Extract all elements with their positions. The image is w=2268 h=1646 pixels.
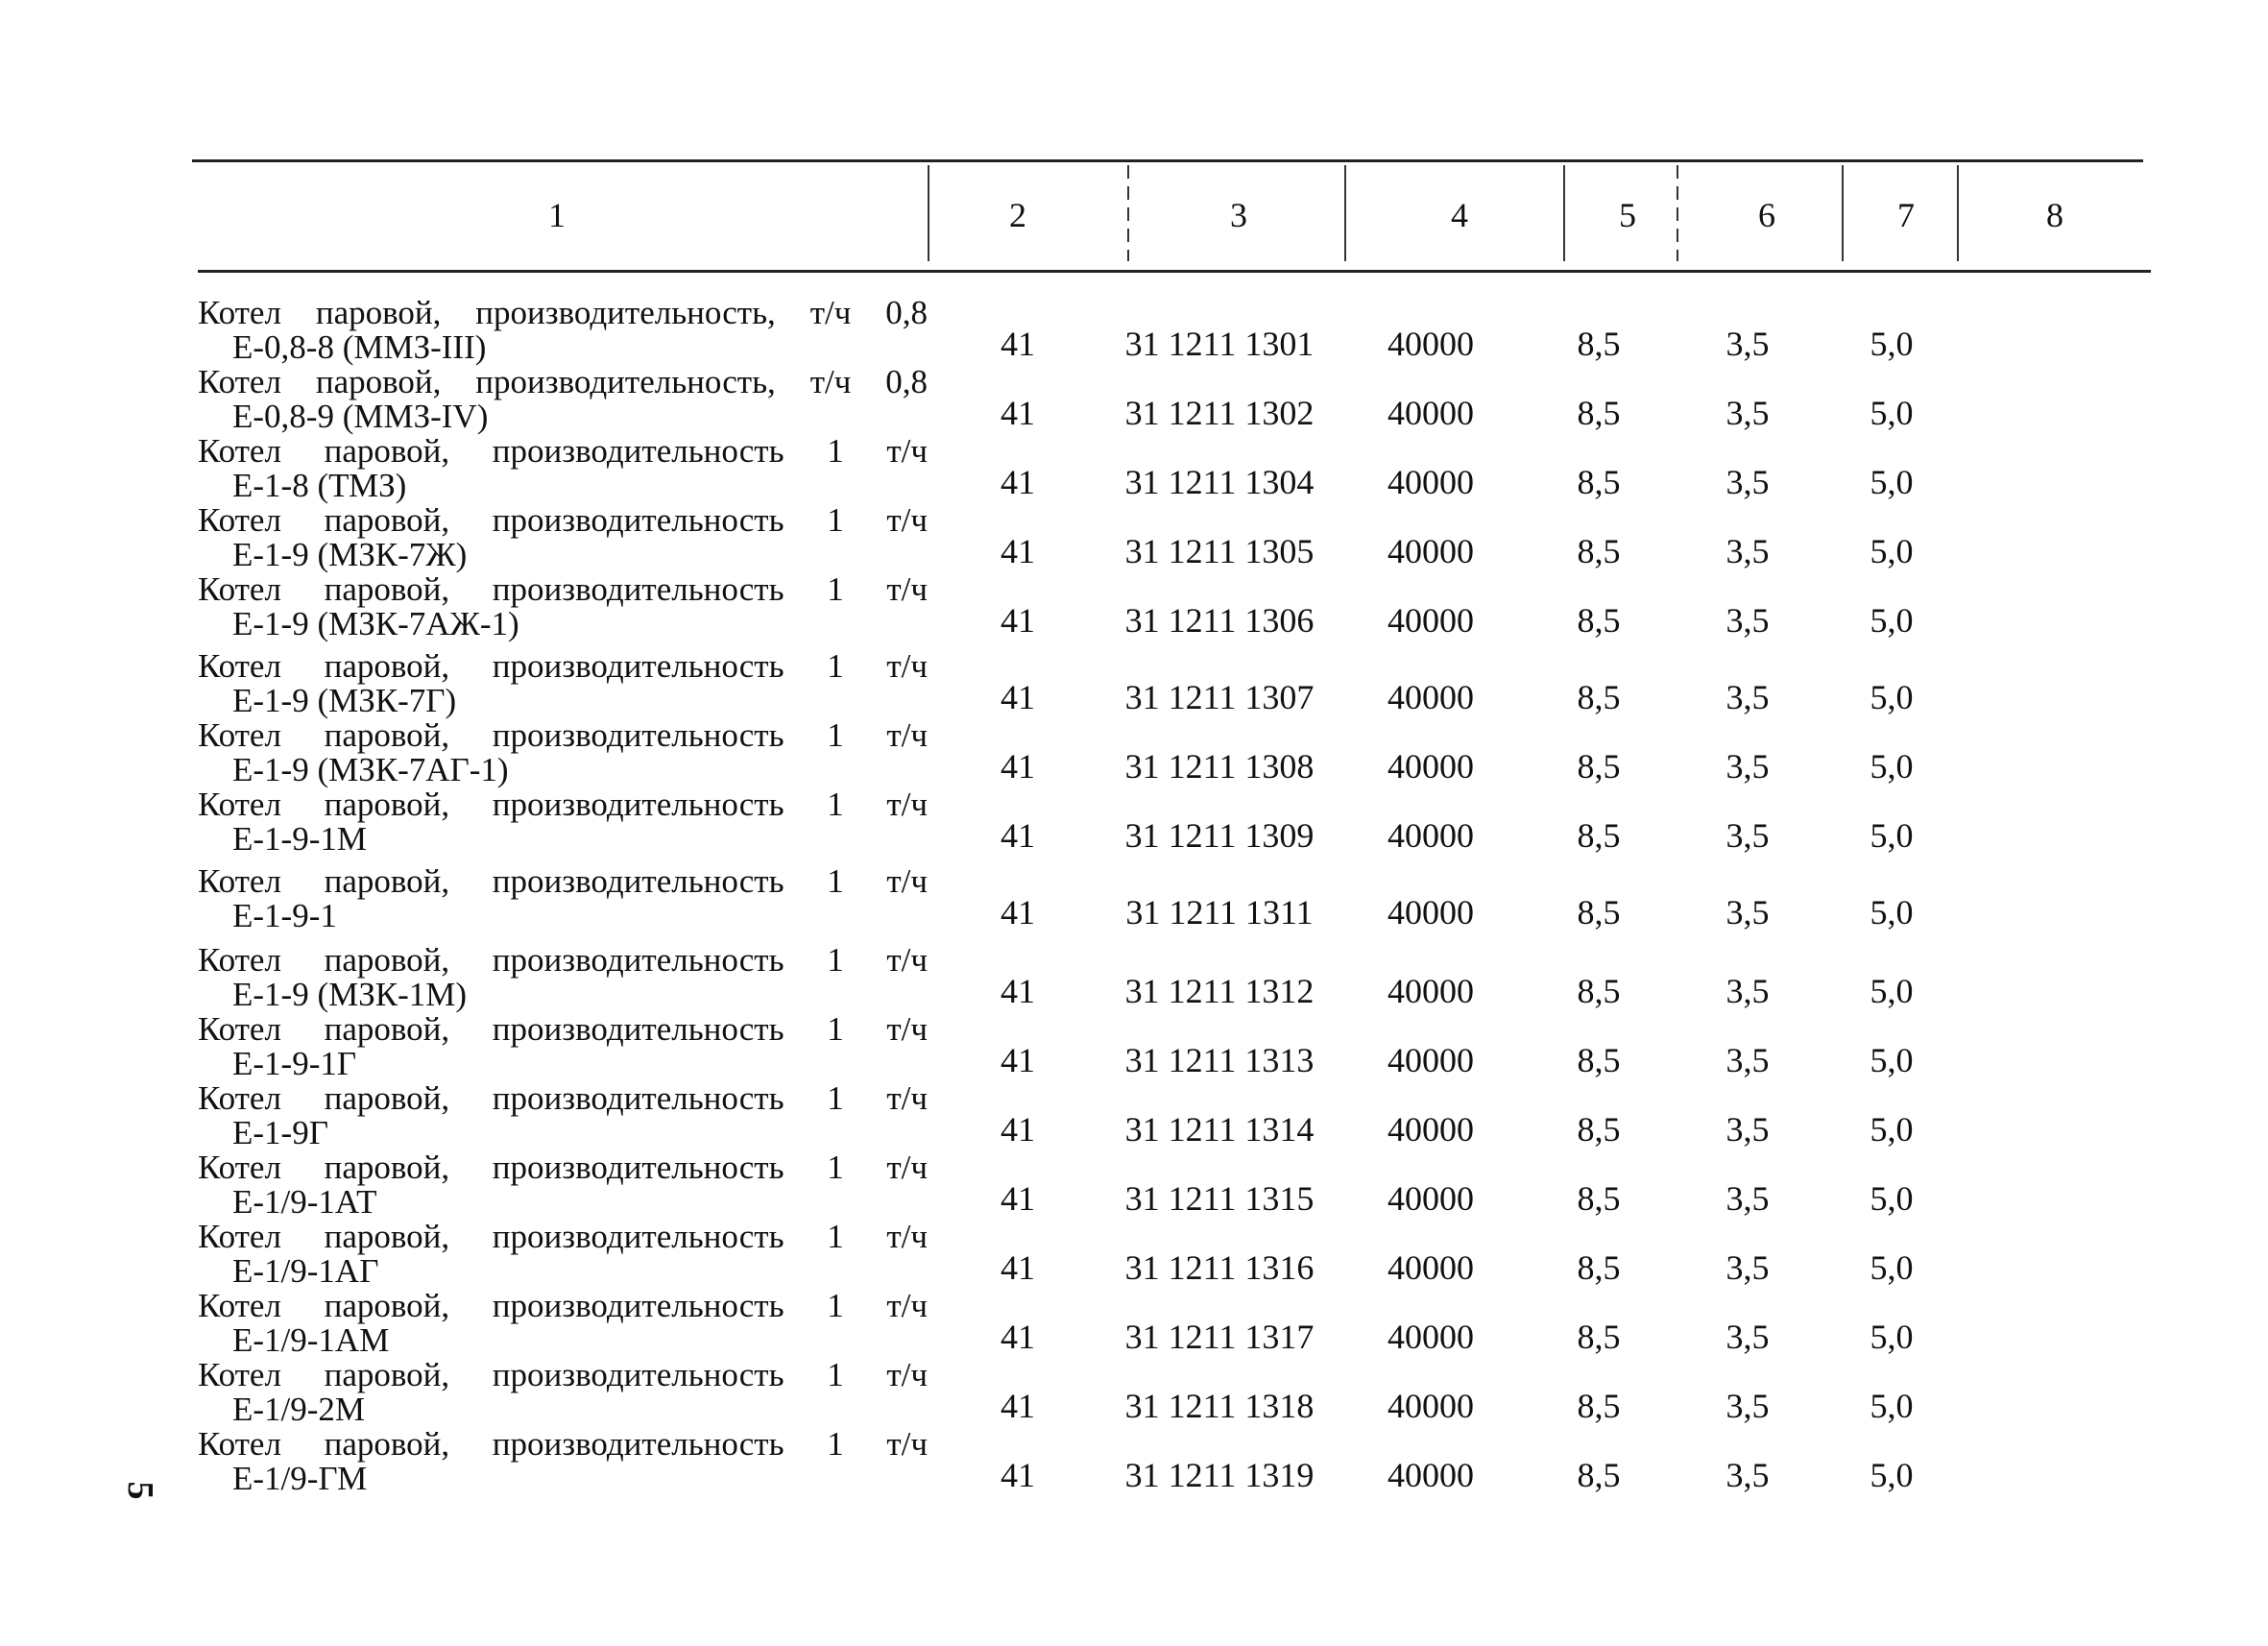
item-name-word: 1 [827, 1218, 844, 1255]
item-name-word: т/ч [886, 1010, 928, 1048]
item-name-line [198, 1289, 928, 1323]
item-model: Е-0,8-8 (ММЗ-III) [232, 328, 487, 366]
item-name-word: Котел [198, 1218, 281, 1255]
cell-c2: 41 [1001, 532, 1035, 570]
item-name-word: Котел [198, 294, 281, 331]
cell-c3: 31 1211 1301 [1124, 325, 1315, 363]
item-name [198, 503, 928, 572]
item-name [198, 1012, 928, 1081]
cell-c4: 40000 [1387, 678, 1474, 716]
item-name-word: паровой, [324, 1287, 450, 1324]
cell-c6: 3,5 [1725, 1456, 1770, 1494]
item-name-word: Котел [198, 786, 281, 823]
table-row [0, 503, 2268, 572]
item-name-word: т/ч [886, 786, 928, 823]
item-name-word: производительность [492, 570, 784, 608]
cell-c3: 31 1211 1308 [1124, 747, 1315, 786]
cell-c5: 8,5 [1577, 1110, 1621, 1149]
table-row [0, 365, 2268, 434]
table-row [0, 864, 2268, 933]
cell-c3: 31 1211 1302 [1124, 394, 1315, 432]
cell-c3: 31 1211 1305 [1124, 532, 1315, 570]
item-name-word: Котел [198, 432, 281, 470]
cell-c4: 40000 [1387, 1110, 1474, 1149]
item-name-word: паровой, [324, 1010, 450, 1048]
item-name [198, 296, 928, 365]
cell-c4: 40000 [1387, 1456, 1474, 1494]
item-name-line [198, 296, 928, 330]
table-row [0, 1220, 2268, 1289]
item-name-word: паровой, [324, 941, 450, 979]
item-model: Е-1/9-1АМ [232, 1321, 390, 1359]
item-name-word: т/ч [809, 294, 852, 331]
cell-c3: 31 1211 1313 [1124, 1041, 1315, 1079]
item-name-word: 0,8 [885, 294, 928, 331]
column-header-5: 5 [1619, 196, 1636, 234]
item-name-word: 1 [827, 1079, 844, 1117]
cell-c7: 5,0 [1870, 601, 1914, 640]
cell-c5: 8,5 [1577, 1041, 1621, 1079]
table-row [0, 1289, 2268, 1358]
cell-c4: 40000 [1387, 1318, 1474, 1356]
cell-c3: 31 1211 1311 [1125, 893, 1314, 932]
item-name-word: Котел [198, 1079, 281, 1117]
cell-c7: 5,0 [1870, 816, 1914, 855]
column-header-1: 1 [548, 196, 566, 234]
item-name [198, 434, 928, 503]
table-row [0, 1150, 2268, 1220]
table-top-rule [192, 159, 2143, 162]
item-model: Е-1-9-1Г [232, 1045, 357, 1082]
cell-c7: 5,0 [1870, 394, 1914, 432]
item-name-line [198, 1358, 928, 1392]
cell-c7: 5,0 [1870, 325, 1914, 363]
cell-c4: 40000 [1387, 394, 1474, 432]
item-name-word: т/ч [886, 1287, 928, 1324]
item-name-line [198, 864, 928, 899]
item-name-line [198, 1081, 928, 1116]
column-header-8: 8 [2046, 196, 2063, 234]
item-name [198, 787, 928, 857]
item-name-word: паровой, [324, 1079, 450, 1117]
column-header-4: 4 [1451, 196, 1468, 234]
item-name-word: 1 [827, 1356, 844, 1393]
cell-c3: 31 1211 1318 [1124, 1387, 1315, 1425]
cell-c2: 41 [1001, 1248, 1035, 1287]
cell-c5: 8,5 [1577, 747, 1621, 786]
cell-c4: 40000 [1387, 972, 1474, 1010]
item-name-word: паровой, [324, 716, 450, 754]
item-name [198, 718, 928, 787]
table-row [0, 1427, 2268, 1496]
column-header-7: 7 [1897, 196, 1915, 234]
item-name-word: 1 [827, 716, 844, 754]
cell-c4: 40000 [1387, 1387, 1474, 1425]
cell-c7: 5,0 [1870, 1179, 1914, 1218]
cell-c7: 5,0 [1870, 1041, 1914, 1079]
item-name-line [198, 572, 928, 607]
cell-c6: 3,5 [1725, 1110, 1770, 1149]
table-row [0, 1012, 2268, 1081]
item-name-word: производительность [492, 716, 784, 754]
cell-c3: 31 1211 1306 [1124, 601, 1315, 640]
cell-c2: 41 [1001, 893, 1035, 932]
item-name-word: Котел [198, 1010, 281, 1048]
cell-c7: 5,0 [1870, 1456, 1914, 1494]
item-name-word: 1 [827, 786, 844, 823]
cell-c5: 8,5 [1577, 893, 1621, 932]
cell-c3: 31 1211 1304 [1124, 463, 1315, 501]
item-name-word: т/ч [886, 1425, 928, 1463]
item-name-word: т/ч [886, 647, 928, 685]
cell-c5: 8,5 [1577, 1387, 1621, 1425]
cell-c3: 31 1211 1309 [1124, 816, 1315, 855]
item-name-word: паровой, [324, 1425, 450, 1463]
cell-c4: 40000 [1387, 1041, 1474, 1079]
item-name-word: производительность [492, 1425, 784, 1463]
cell-c2: 41 [1001, 1387, 1035, 1425]
cell-c4: 40000 [1387, 893, 1474, 932]
cell-c6: 3,5 [1725, 394, 1770, 432]
item-name-word: паровой, [324, 1356, 450, 1393]
cell-c6: 3,5 [1725, 1179, 1770, 1218]
item-name-word: производительность [492, 1149, 784, 1186]
item-name-word: т/ч [886, 570, 928, 608]
item-name-word: т/ч [886, 1149, 928, 1186]
item-name-word: 1 [827, 501, 844, 539]
cell-c6: 3,5 [1725, 1318, 1770, 1356]
item-name-word: 1 [827, 1149, 844, 1186]
cell-c2: 41 [1001, 747, 1035, 786]
cell-c2: 41 [1001, 1041, 1035, 1079]
item-name-word: паровой, [324, 570, 450, 608]
item-name [198, 572, 928, 641]
cell-c6: 3,5 [1725, 747, 1770, 786]
item-name-word: Котел [198, 1287, 281, 1324]
cell-c2: 41 [1001, 678, 1035, 716]
item-name-word: паровой, [324, 862, 450, 900]
item-model: Е-1-8 (ТМЗ) [232, 467, 407, 504]
cell-c4: 40000 [1387, 1248, 1474, 1287]
item-name-word: паровой, [324, 1149, 450, 1186]
cell-c5: 8,5 [1577, 1456, 1621, 1494]
cell-c2: 41 [1001, 1318, 1035, 1356]
cell-c2: 41 [1001, 601, 1035, 640]
item-name [198, 649, 928, 718]
item-name-word: 1 [827, 941, 844, 979]
column-header-3: 3 [1230, 196, 1247, 234]
table-row [0, 1358, 2268, 1427]
item-model: Е-1/9-1АТ [232, 1183, 377, 1221]
cell-c7: 5,0 [1870, 1318, 1914, 1356]
item-name-word: производительность, [475, 363, 776, 400]
item-name-word: 1 [827, 647, 844, 685]
cell-c6: 3,5 [1725, 325, 1770, 363]
item-name-word: т/ч [886, 501, 928, 539]
cell-c7: 5,0 [1870, 747, 1914, 786]
item-name [198, 1150, 928, 1220]
table-row [0, 943, 2268, 1012]
item-name-word: т/ч [886, 1079, 928, 1117]
item-name-word: 1 [827, 1010, 844, 1048]
column-separator [1842, 165, 1844, 261]
cell-c4: 40000 [1387, 816, 1474, 855]
cell-c2: 41 [1001, 972, 1035, 1010]
item-model: Е-1-9-1 [232, 897, 337, 934]
cell-c2: 41 [1001, 1456, 1035, 1494]
item-name-word: т/ч [886, 862, 928, 900]
cell-c4: 40000 [1387, 1179, 1474, 1218]
cell-c2: 41 [1001, 1179, 1035, 1218]
item-name-line [198, 434, 928, 469]
item-name-word: Котел [198, 501, 281, 539]
item-name [198, 943, 928, 1012]
cell-c3: 31 1211 1312 [1124, 972, 1315, 1010]
item-model: Е-1/9-1АГ [232, 1252, 379, 1290]
table-row [0, 434, 2268, 503]
item-model: Е-0,8-9 (ММЗ-IV) [232, 398, 489, 435]
item-name-word: 1 [827, 432, 844, 470]
table-row [0, 296, 2268, 365]
item-model: Е-1-9Г [232, 1114, 328, 1151]
item-name [198, 365, 928, 434]
item-name-line [198, 365, 928, 399]
item-name-word: т/ч [886, 941, 928, 979]
column-separator [928, 165, 929, 261]
table-row [0, 649, 2268, 718]
column-header-2: 2 [1009, 196, 1026, 234]
cell-c2: 41 [1001, 1110, 1035, 1149]
cell-c7: 5,0 [1870, 1110, 1914, 1149]
item-name [198, 1289, 928, 1358]
cell-c5: 8,5 [1577, 532, 1621, 570]
item-name [198, 1081, 928, 1150]
column-separator [1127, 165, 1129, 261]
item-name-line [198, 1150, 928, 1185]
item-name-line [198, 1012, 928, 1047]
item-name-word: паровой, [324, 1218, 450, 1255]
item-name-word: т/ч [886, 432, 928, 470]
cell-c5: 8,5 [1577, 463, 1621, 501]
cell-c5: 8,5 [1577, 1248, 1621, 1287]
cell-c6: 3,5 [1725, 532, 1770, 570]
cell-c2: 41 [1001, 394, 1035, 432]
cell-c6: 3,5 [1725, 816, 1770, 855]
item-name-word: Котел [198, 363, 281, 400]
cell-c5: 8,5 [1577, 1318, 1621, 1356]
item-name-word: паровой, [315, 294, 442, 331]
cell-c6: 3,5 [1725, 678, 1770, 716]
table-row [0, 787, 2268, 857]
item-name-word: производительность [492, 941, 784, 979]
cell-c7: 5,0 [1870, 463, 1914, 501]
cell-c6: 3,5 [1725, 1041, 1770, 1079]
cell-c6: 3,5 [1725, 1248, 1770, 1287]
cell-c7: 5,0 [1870, 893, 1914, 932]
item-name-line [198, 1220, 928, 1254]
cell-c6: 3,5 [1725, 1387, 1770, 1425]
page-number: 5 [120, 1481, 160, 1500]
table-row [0, 718, 2268, 787]
item-name-word: 1 [827, 1287, 844, 1324]
item-name-word: т/ч [886, 1356, 928, 1393]
item-model: Е-1-9 (МЗК-7АЖ-1) [232, 605, 519, 642]
cell-c7: 5,0 [1870, 1248, 1914, 1287]
cell-c2: 41 [1001, 325, 1035, 363]
item-name [198, 1358, 928, 1427]
cell-c3: 31 1211 1317 [1124, 1318, 1315, 1356]
cell-c7: 5,0 [1870, 972, 1914, 1010]
cell-c2: 41 [1001, 816, 1035, 855]
column-header-6: 6 [1758, 196, 1775, 234]
cell-c5: 8,5 [1577, 601, 1621, 640]
item-model: Е-1-9 (МЗК-7Ж) [232, 536, 468, 573]
item-name-word: 1 [827, 570, 844, 608]
cell-c5: 8,5 [1577, 816, 1621, 855]
item-name-line [198, 787, 928, 822]
cell-c6: 3,5 [1725, 463, 1770, 501]
item-name-word: паровой, [324, 501, 450, 539]
item-model: Е-1/9-ГМ [232, 1460, 368, 1497]
item-name-word: производительность [492, 862, 784, 900]
item-model: Е-1-9 (МЗК-7Г) [232, 682, 457, 719]
item-name-word: производительность [492, 647, 784, 685]
item-name-word: т/ч [886, 1218, 928, 1255]
cell-c3: 31 1211 1319 [1124, 1456, 1315, 1494]
item-name-word: 1 [827, 862, 844, 900]
item-name-word: Котел [198, 1425, 281, 1463]
item-name [198, 864, 928, 933]
item-name-word: Котел [198, 647, 281, 685]
cell-c4: 40000 [1387, 463, 1474, 501]
cell-c3: 31 1211 1314 [1124, 1110, 1315, 1149]
item-name-word: производительность [492, 1356, 784, 1393]
cell-c5: 8,5 [1577, 972, 1621, 1010]
item-name-word: производительность [492, 1287, 784, 1324]
item-name-word: производительность, [475, 294, 776, 331]
cell-c4: 40000 [1387, 532, 1474, 570]
cell-c5: 8,5 [1577, 325, 1621, 363]
item-name-word: Котел [198, 1356, 281, 1393]
item-name-word: паровой, [324, 647, 450, 685]
cell-c3: 31 1211 1316 [1124, 1248, 1315, 1287]
cell-c5: 8,5 [1577, 678, 1621, 716]
item-name-line [198, 718, 928, 753]
item-model: Е-1-9 (МЗК-1М) [232, 976, 468, 1013]
cell-c2: 41 [1001, 463, 1035, 501]
item-name-line [198, 503, 928, 538]
item-name-word: паровой, [315, 363, 442, 400]
cell-c4: 40000 [1387, 747, 1474, 786]
item-name-line [198, 1427, 928, 1462]
item-name-word: паровой, [324, 432, 450, 470]
item-name-word: производительность [492, 1218, 784, 1255]
item-name-word: т/ч [886, 716, 928, 754]
item-name-word: производительность [492, 1010, 784, 1048]
item-model: Е-1-9-1М [232, 820, 367, 858]
item-name-word: производительность [492, 1079, 784, 1117]
item-name-word: производительность [492, 786, 784, 823]
cell-c5: 8,5 [1577, 394, 1621, 432]
item-name-word: производительность [492, 432, 784, 470]
table-row [0, 572, 2268, 641]
cell-c3: 31 1211 1307 [1124, 678, 1315, 716]
cell-c4: 40000 [1387, 325, 1474, 363]
item-name-word: 0,8 [885, 363, 928, 400]
cell-c6: 3,5 [1725, 972, 1770, 1010]
column-separator [1563, 165, 1565, 261]
item-name-word: паровой, [324, 786, 450, 823]
cell-c4: 40000 [1387, 601, 1474, 640]
item-name-word: производительность [492, 501, 784, 539]
table-header-rule [198, 270, 2151, 273]
table-row [0, 1081, 2268, 1150]
item-name-word: т/ч [809, 363, 852, 400]
cell-c6: 3,5 [1725, 893, 1770, 932]
item-model: Е-1-9 (МЗК-7АГ-1) [232, 751, 509, 788]
cell-c3: 31 1211 1315 [1124, 1179, 1315, 1218]
cell-c5: 8,5 [1577, 1179, 1621, 1218]
item-model: Е-1/9-2М [232, 1391, 366, 1428]
item-name [198, 1427, 928, 1496]
column-separator [1344, 165, 1346, 261]
item-name-line [198, 649, 928, 684]
item-name-line [198, 943, 928, 978]
item-name-word: 1 [827, 1425, 844, 1463]
cell-c6: 3,5 [1725, 601, 1770, 640]
cell-c7: 5,0 [1870, 1387, 1914, 1425]
item-name-word: Котел [198, 862, 281, 900]
item-name-word: Котел [198, 570, 281, 608]
item-name-word: Котел [198, 1149, 281, 1186]
item-name-word: Котел [198, 716, 281, 754]
item-name-word: Котел [198, 941, 281, 979]
item-name [198, 1220, 928, 1289]
cell-c7: 5,0 [1870, 532, 1914, 570]
cell-c7: 5,0 [1870, 678, 1914, 716]
